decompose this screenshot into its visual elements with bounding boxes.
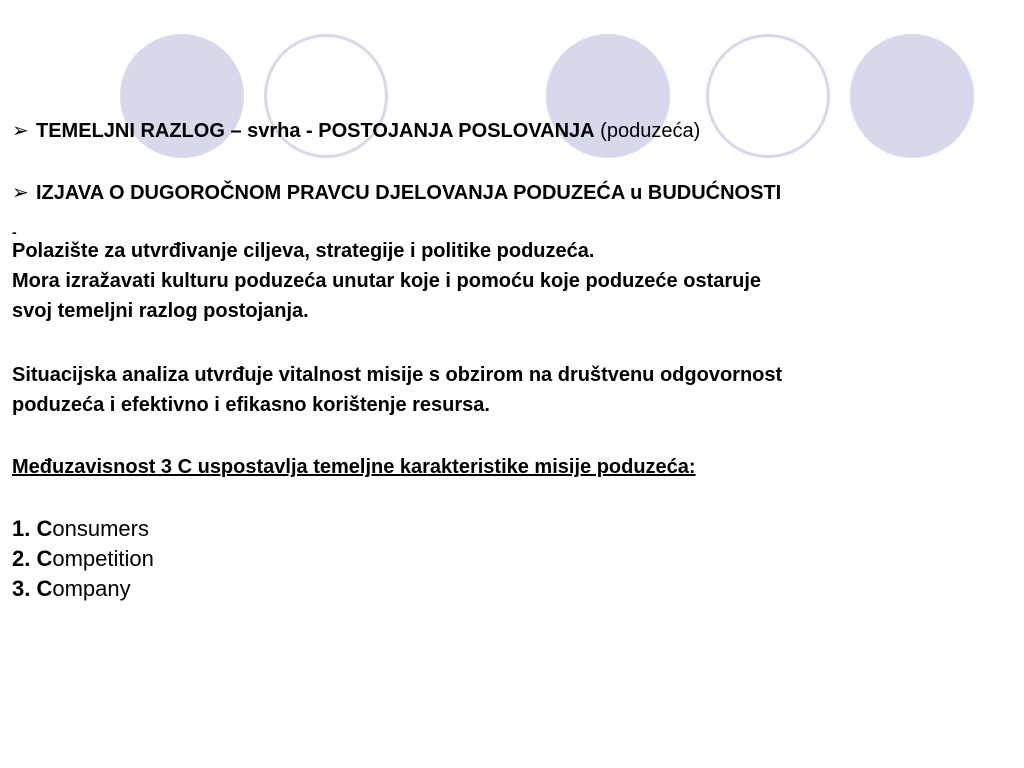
list-item-number: 2. C bbox=[12, 546, 53, 571]
paragraph-1 bbox=[12, 236, 761, 326]
paragraph-1-line-3: svoj temeljni razlog postojanja. bbox=[12, 300, 309, 322]
bullet-item-2 bbox=[12, 180, 781, 205]
paragraph-2-line-2: poduzeća i efektivno i efikasno korištenje resursa. bbox=[12, 394, 490, 416]
list-item bbox=[12, 544, 154, 574]
bullet-item-1 bbox=[12, 118, 700, 143]
list-item-text: onsumers bbox=[52, 516, 149, 541]
paragraph-2 bbox=[12, 360, 782, 420]
list-item bbox=[12, 514, 154, 544]
bullet-1-normal-text: (poduzeća) bbox=[594, 120, 701, 142]
list-item-number: 1. C bbox=[12, 516, 53, 541]
list-item-number: 3. C bbox=[12, 576, 53, 601]
paragraph-1-line-1: Polazište za utvrđivanje ciljeva, strategije i politike poduzeća. bbox=[12, 240, 595, 262]
arrow-bullet-icon: ➢ bbox=[12, 120, 29, 142]
list-item bbox=[12, 574, 154, 604]
paragraph-2-line-1: Situacijska analiza utvrđuje vitalnost misije s obzirom na društvenu odgovornost bbox=[12, 364, 783, 386]
paragraph-1-line-2: Mora izražavati kulturu poduzeća unutar koje i pomoću koje poduzeće ostaruje bbox=[12, 270, 762, 292]
list-item-text: ompany bbox=[52, 576, 131, 601]
dash-marker: - bbox=[12, 224, 17, 240]
decorative-circle-4 bbox=[706, 34, 830, 158]
three-c-list bbox=[12, 514, 154, 604]
bullet-2-bold-text: IZJAVA O DUGOROČNOM PRAVCU DJELOVANJA PODUZEĆA u BUDUĆNOSTI bbox=[36, 182, 782, 204]
arrow-bullet-icon: ➢ bbox=[12, 182, 29, 204]
list-item-text: ompetition bbox=[52, 546, 154, 571]
decorative-circle-5 bbox=[850, 34, 974, 158]
section-heading bbox=[12, 452, 696, 482]
section-heading-text: Međuzavisnost 3 C uspostavlja temeljne karakteristike misije poduzeća: bbox=[12, 456, 696, 478]
bullet-1-bold-text: TEMELJNI RAZLOG – svrha - POSTOJANJA POSLOVANJA bbox=[36, 120, 595, 142]
